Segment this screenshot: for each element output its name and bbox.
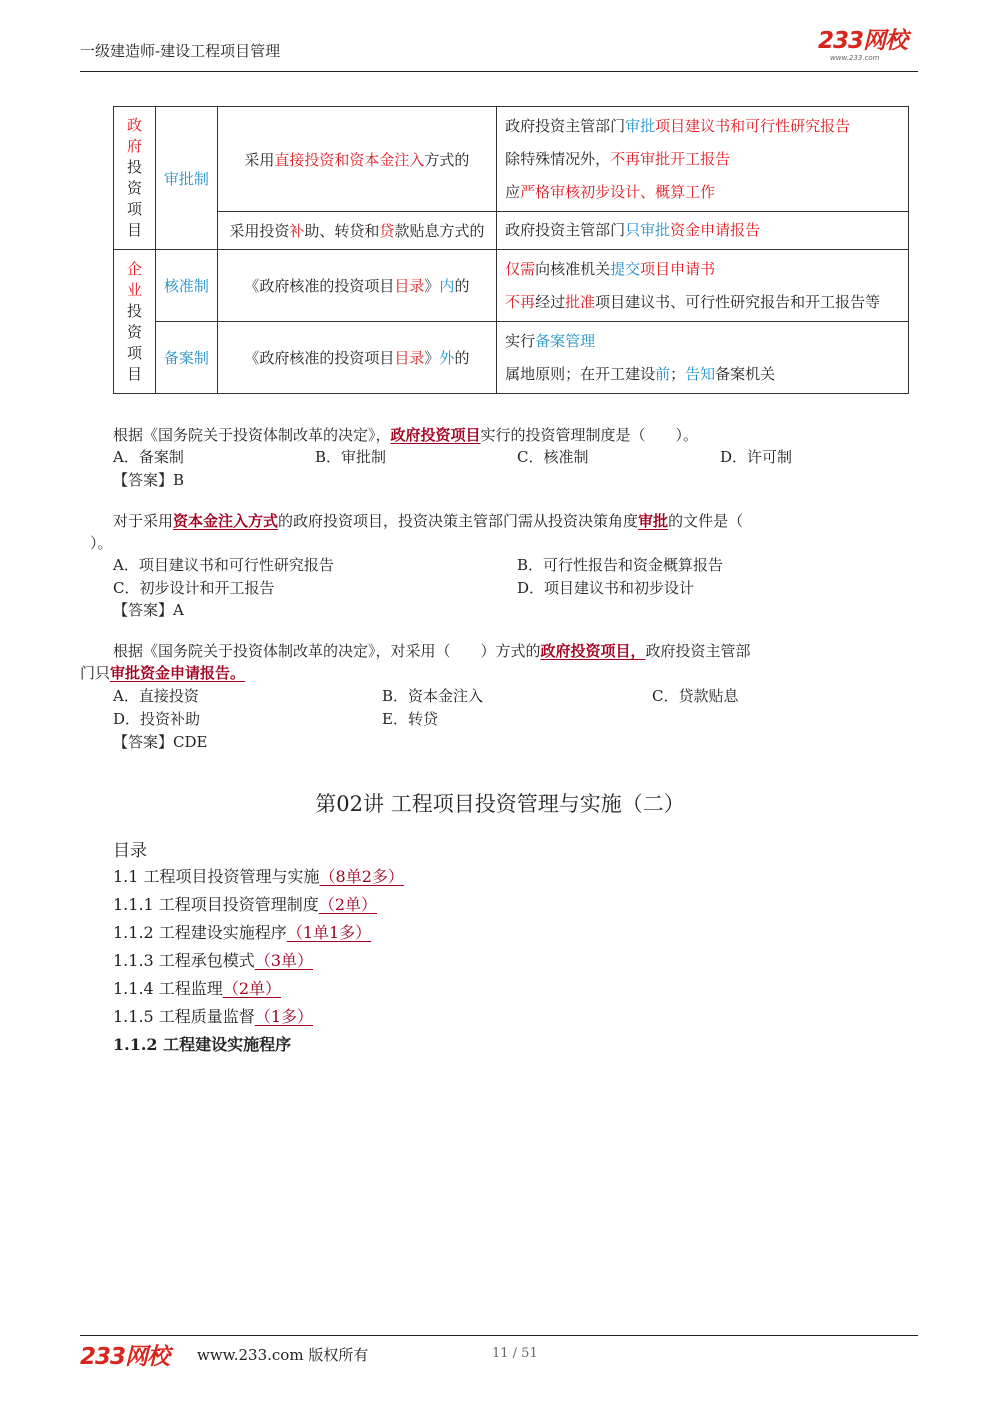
q1-option-b: B．审批制 bbox=[315, 448, 387, 466]
section-heading: 1.1.2 工程建设实施程序 bbox=[113, 1035, 292, 1054]
page-number: 11 / 51 bbox=[492, 1346, 538, 1361]
ent-project-label: 企 业 投 资 项 目 bbox=[114, 250, 156, 394]
row2-way: 采用投资补助、转贷和贷款贴息方式的 bbox=[217, 212, 496, 250]
q1-stem: 根据《国务院关于投资体制改革的决定》，政府投资项目实行的投资管理制度是（ ）。 bbox=[113, 426, 699, 444]
q1-option-a: A．备案制 bbox=[113, 448, 184, 466]
row3-way: 《政府核准的投资项目目录》内的 bbox=[217, 250, 496, 322]
row4-way: 《政府核准的投资项目目录》外的 bbox=[217, 322, 496, 394]
toc-label: 目录 bbox=[113, 841, 147, 861]
investment-system-table bbox=[113, 106, 909, 394]
toc-item-2[interactable]: 1.1.1 工程项目投资管理制度（2单） bbox=[113, 895, 377, 914]
q1-option-c: C．核准制 bbox=[517, 448, 589, 466]
q3-stem-line1: 根据《国务院关于投资体制改革的决定》，对采用（ ）方式的政府投资项目，政府投资主管部 bbox=[113, 642, 751, 660]
toc-item-6[interactable]: 1.1.5 工程质量监督（1多） bbox=[113, 1007, 313, 1026]
q3-option-b: B．资本金注入 bbox=[382, 687, 484, 705]
lecture-title: 第02讲 工程项目投资管理与实施（二） bbox=[315, 792, 685, 816]
logo-url: www.233.com bbox=[830, 54, 880, 62]
q3-stem-line2: 门只审批资金申请报告。 bbox=[80, 664, 246, 682]
footer-logo: 233网校 bbox=[80, 1344, 170, 1370]
q3-option-e: E．转贷 bbox=[382, 710, 438, 728]
toc-item-1[interactable]: 1.1 工程项目投资管理与实施（8单2多） bbox=[113, 867, 404, 886]
toc-item-4[interactable]: 1.1.3 工程承包模式（3单） bbox=[113, 951, 313, 970]
q2-option-d: D．项目建议书和初步设计 bbox=[517, 579, 695, 597]
header-rule bbox=[80, 71, 918, 72]
q2-option-c: C．初步设计和开工报告 bbox=[113, 579, 275, 597]
q2-stem-line2: ）。 bbox=[90, 534, 113, 552]
q3-option-c: C．贷款贴息 bbox=[652, 687, 739, 705]
record-system-cell: 备案制 bbox=[155, 322, 217, 394]
header-title: 一级建造师-建设工程项目管理 bbox=[80, 42, 281, 60]
q2-option-a: A．项目建议书和可行性研究报告 bbox=[113, 556, 334, 574]
q3-answer: 【答案】CDE bbox=[113, 733, 208, 751]
row2-detail: 政府投资主管部门只审批资金申请报告 bbox=[497, 212, 909, 250]
toc-item-3[interactable]: 1.1.2 工程建设实施程序（1单1多） bbox=[113, 923, 372, 942]
toc-item-5[interactable]: 1.1.4 工程监理（2单） bbox=[113, 979, 281, 998]
q1-answer: 【答案】B bbox=[113, 471, 185, 489]
q2-option-b: B．可行性报告和资金概算报告 bbox=[517, 556, 724, 574]
q1-option-d: D．许可制 bbox=[720, 448, 793, 466]
header-logo bbox=[818, 28, 918, 62]
gov-project-label: 政 府 投 资 项 目 bbox=[114, 107, 156, 250]
footer-copyright: www.233.com 版权所有 bbox=[197, 1346, 369, 1364]
footer-rule bbox=[80, 1335, 918, 1336]
q2-answer: 【答案】A bbox=[113, 601, 184, 619]
row4-details: 实行备案管理 属地原则；在开工建设前；告知备案机关 bbox=[497, 322, 909, 394]
verification-system-cell: 核准制 bbox=[155, 250, 217, 322]
q3-option-d: D．投资补助 bbox=[113, 710, 201, 728]
row1-way: 采用直接投资和资本金注入方式的 bbox=[217, 107, 496, 212]
q3-option-a: A．直接投资 bbox=[113, 687, 199, 705]
q2-stem-line1: 对于采用资本金注入方式的政府投资项目，投资决策主管部门需从投资决策角度审批的文件是（ bbox=[113, 512, 744, 530]
row3-details: 仅需向核准机关提交项目申请书 不再经过批准项目建议书、可行性研究报告和开工报告等 bbox=[497, 250, 909, 322]
row1-details: 政府投资主管部门审批项目建议书和可行性研究报告 除特殊情况外，不再审批开工报告 应严格审核初步设计、概算工作 bbox=[497, 107, 909, 212]
approval-system-cell: 审批制 bbox=[155, 107, 217, 250]
logo-text: 233网校 bbox=[818, 28, 908, 54]
